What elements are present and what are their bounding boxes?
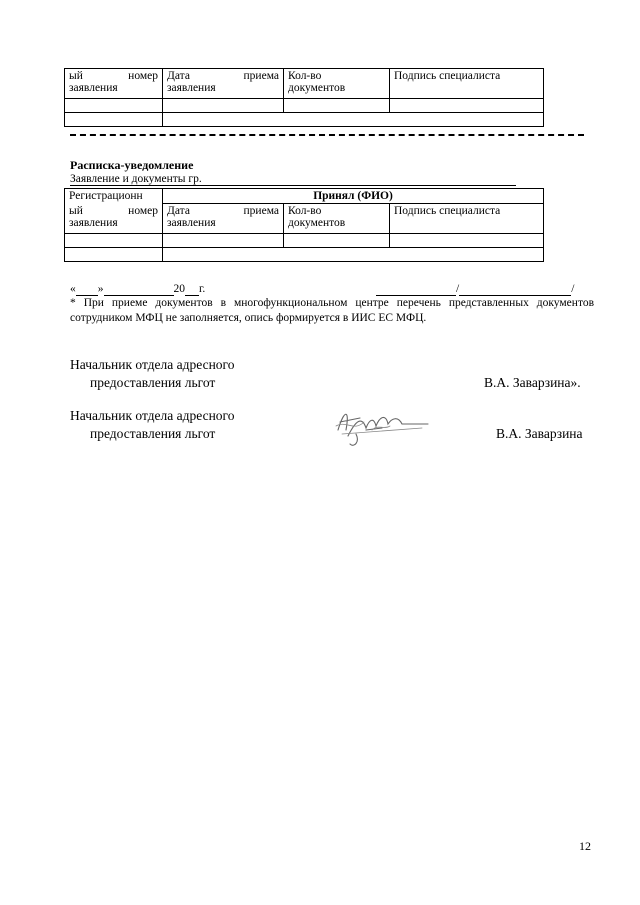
date-line: « » 20 г. [70, 283, 206, 295]
receipt-table [64, 188, 544, 262]
table-header-row [65, 69, 544, 99]
receipt-subheader-row [65, 204, 544, 234]
receipt-subtitle: Заявление и документы гр. [70, 173, 516, 186]
cell-count: Кол-во документов [284, 204, 390, 234]
cell-count: Кол-во документов [284, 69, 390, 99]
receipt-title: Расписка-уведомление [70, 158, 194, 172]
cell-date: Дата приема заявления [163, 69, 284, 99]
signature-block-1-name: В.А. Заварзина». [484, 375, 581, 390]
top-table [64, 68, 544, 127]
page-number: 12 [579, 839, 591, 853]
cut-line [70, 134, 584, 136]
cell-signature: Подпись специалиста [390, 204, 544, 234]
cell-reg-header: Регистрационн [65, 189, 163, 204]
cell-date: Дата приема заявления [163, 204, 284, 234]
footnote: * При приеме документов в многофункциональном центре перечень представленных документов сотрудником МФЦ не заполняется, опись формируется в ИИС ЕС МФЦ. [70, 297, 594, 324]
table-row [65, 248, 544, 262]
signature-block-2-title: Начальник отдела адресного предоставления льгот [70, 408, 235, 441]
cell-accepted-header: Принял (ФИО) [163, 189, 544, 204]
table-row [65, 113, 544, 127]
receipt-header-row [65, 189, 544, 204]
handwritten-signature [326, 400, 436, 450]
cell-reg-number: ый номер заявления [65, 204, 163, 234]
cell-reg-number: ый номер заявления [65, 69, 163, 99]
table-row [65, 234, 544, 248]
signature-block-2-name: В.А. Заварзина [496, 426, 583, 441]
signature-line: / / [376, 283, 574, 296]
signature-block-1-title: Начальник отдела адресного предоставления льгот [70, 357, 235, 390]
cell-signature: Подпись специалиста [390, 69, 544, 99]
table-row [65, 99, 544, 113]
